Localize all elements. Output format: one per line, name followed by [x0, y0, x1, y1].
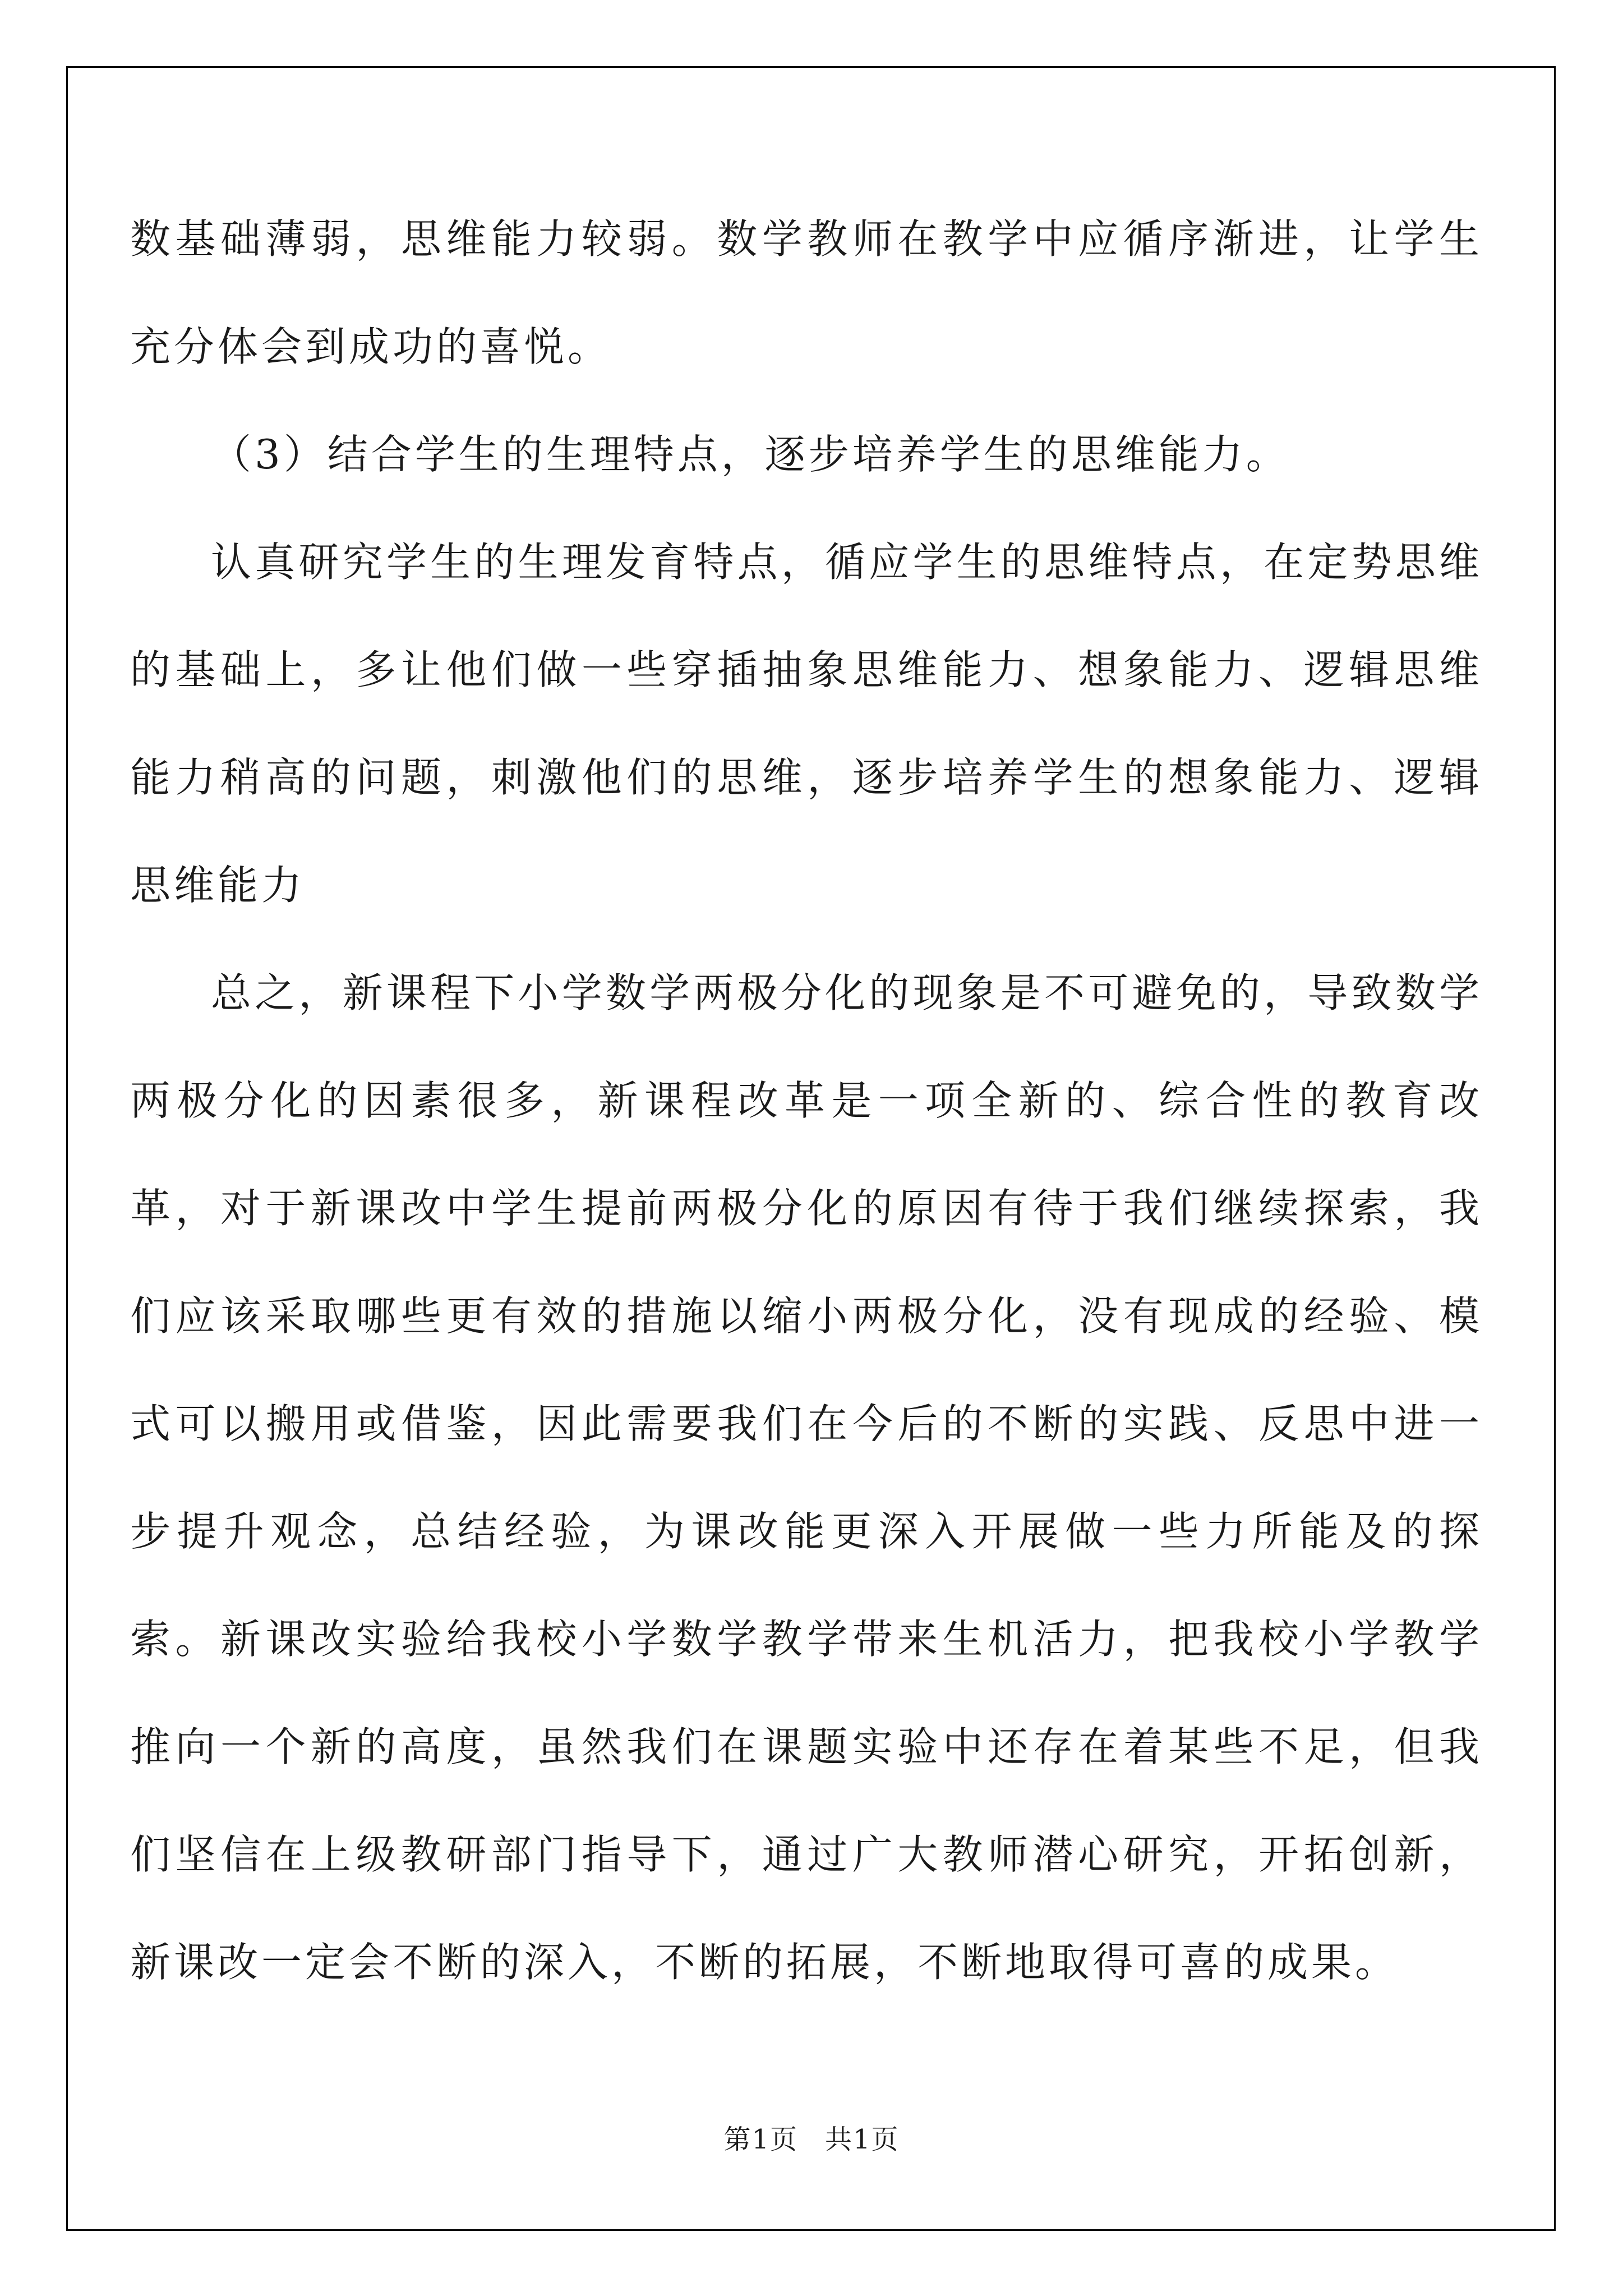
paragraph-3: 认真研究学生的生理发育特点，循应学生的思维特点，在定势思维的基础上，多让他们做一些穿插抽象思维能力、想象能力、逻辑思维能力稍高的问题，刺激他们的思维，逐步培养学生的想象能力、逻辑思维能力 — [130, 539, 1483, 909]
paragraph-2: （3）结合学生的生理特点，逐步培养学生的思维能力。 — [211, 431, 1290, 478]
page-total: 共1页 — [825, 2124, 900, 2155]
paragraph-1: 数基础薄弱，思维能力较弱。数学教师在教学中应循序渐进，让学生充分体会到成功的喜悦。 — [130, 215, 1483, 370]
page-footer — [0, 2118, 1623, 2156]
page-number: 第1页 — [723, 2124, 798, 2155]
paragraph-4: 总之，新课程下小学数学两极分化的现象是不可避免的，导致数学两极分化的因素很多，新课程改革是一项全新的、综合性的教育改革，对于新课改中学生提前两极分化的原因有待于我们继续探索，我们应该采取哪些更有效的措施以缩小两极分化，没有现成的经验、模式可以搬用或借鉴，因此需要我们在今后的不断的实践、反思中进一步提升观念，总结经验，为课改能更深入开展做一些力所能及的探索。新课改实验给我校小学数学教学带来生机活力，把我校小学教学推向一个新的高度，虽然我们在课题实验中还存在着某些不足，但我们坚信在上级教研部门指导下，通过广大教师潜心研究，开拓创新，新课改一定会不断的深入，不断的拓展，不断地取得可喜的成果。 — [130, 969, 1483, 1986]
document-body — [130, 185, 1483, 2016]
